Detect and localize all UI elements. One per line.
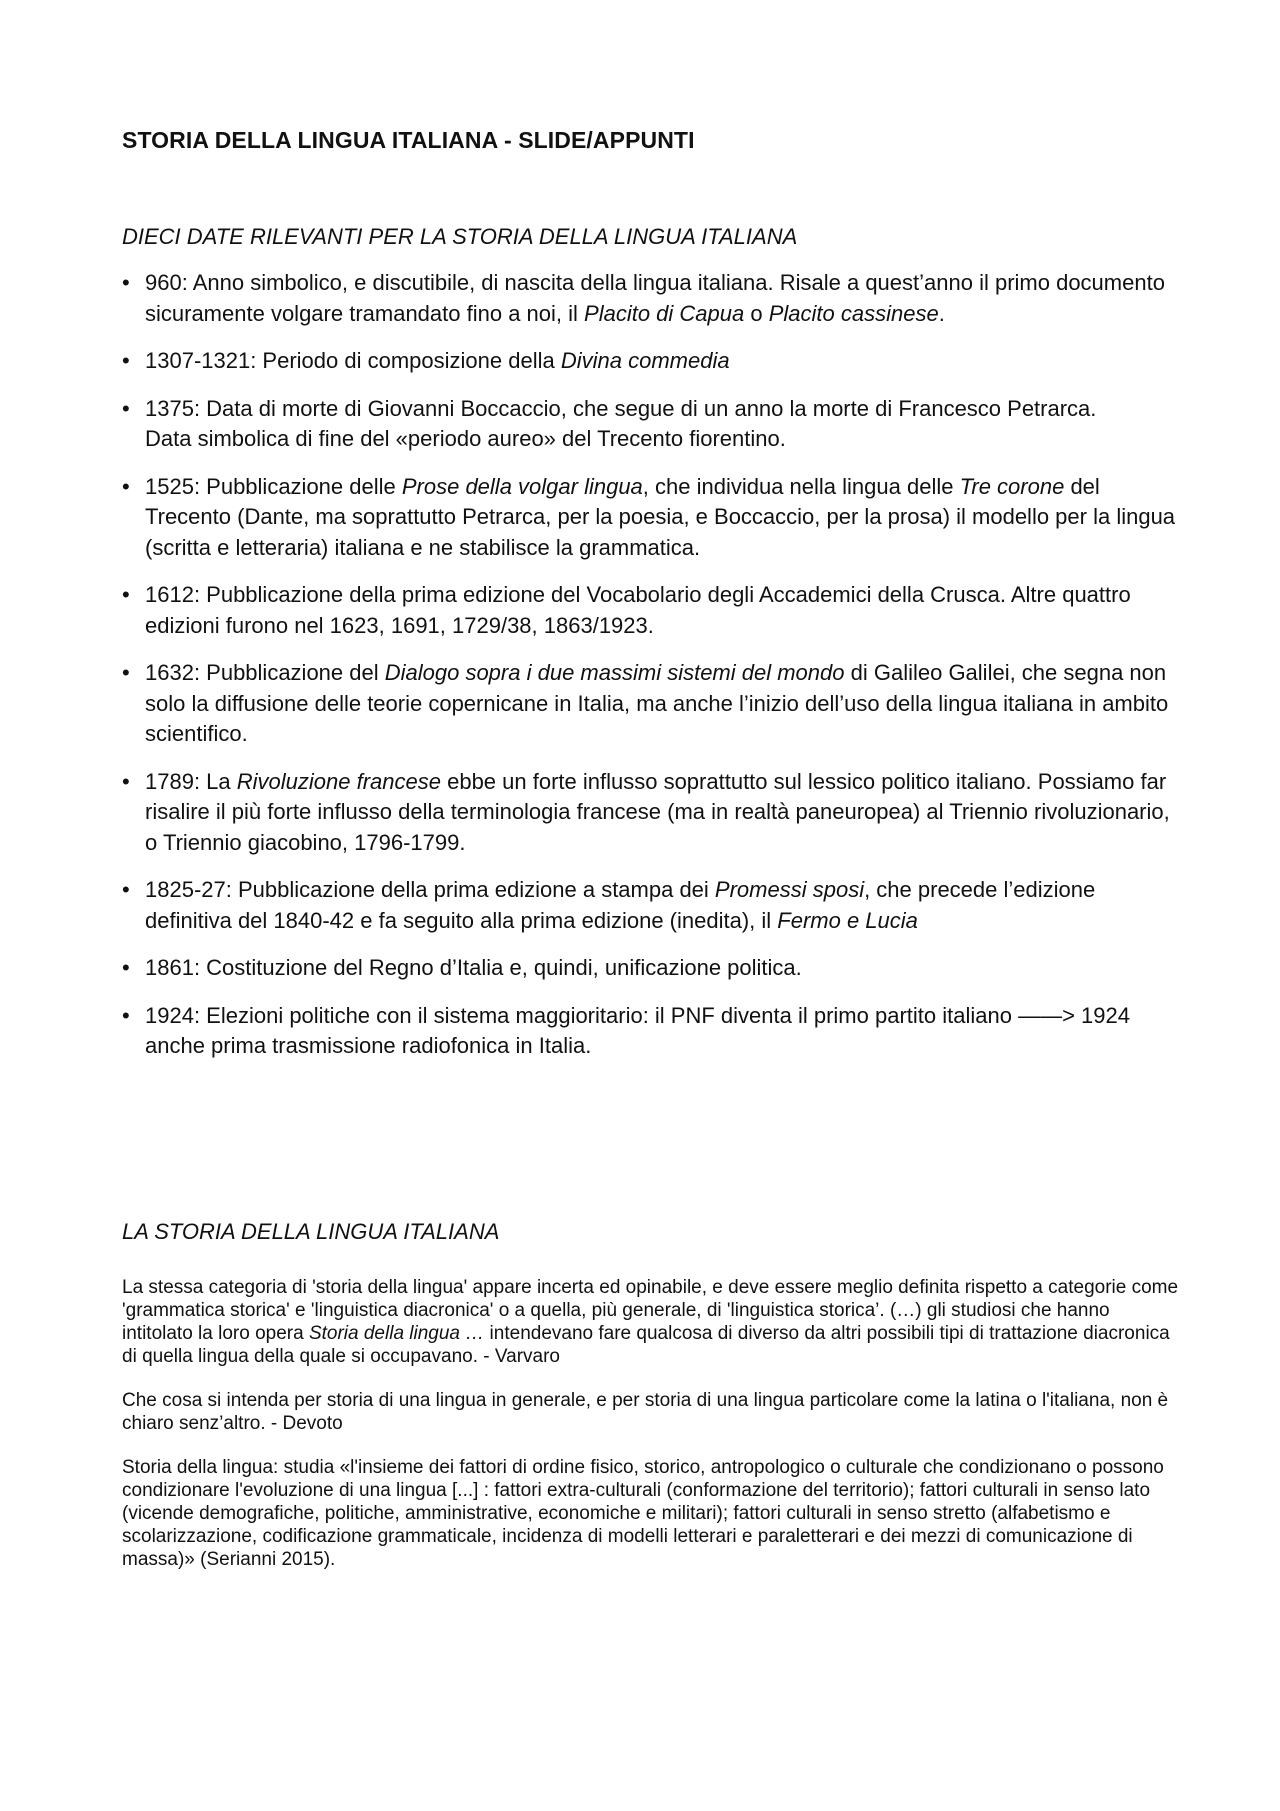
dates-list <box>122 268 1182 1079</box>
quote-paragraph <box>122 1276 1182 1368</box>
text-run: Storia della lingua: studia «l'insieme dei fattori di ordine fisico, storico, antropologico o culturale che condizionano o possono condizionare l'evoluzione di una lingua [...] : fattori extra-culturali (conformazione del territorio); fattori culturali in senso lato (vicende demografiche, politiche, amministrative, economiche e militari); fattori culturali in senso stretto (alfabetismo e scolarizzazione, codificazione grammaticale, incidenza di modelli letterari e paraletterari e dei mezzi di comunicazione di massa)» (Serianni 2015). <box>122 1457 1164 1570</box>
text-run: 1525: Pubblicazione delle <box>145 473 402 499</box>
italic-text: Rivoluzione francese <box>236 768 441 794</box>
italic-text: Promessi sposi <box>714 877 865 902</box>
date-list-item <box>122 394 1182 455</box>
bullet-icon: • <box>122 955 130 980</box>
date-item-text <box>145 767 1182 859</box>
date-item-text <box>145 658 1182 750</box>
italic-text: Storia della lingua … <box>308 1323 485 1344</box>
italic-text: Divina commedia <box>560 348 730 373</box>
date-item-text <box>145 1001 1182 1062</box>
text-run: 1375: Data di morte di Giovanni Boccaccio, che segue di un anno la morte di Francesco Petrarca. <box>145 395 1097 421</box>
date-list-item <box>122 658 1182 750</box>
text-run: La stessa categoria di 'storia della lingua' appare incerta ed opinabile, e deve essere meglio definita rispetto a categorie come 'grammatica storica' e 'linguistica diacronica' o a quella, più generale, di 'linguistica storica’. (…) gli studiosi che hanno intitolato la loro opera <box>122 1277 1179 1344</box>
text-run: 1789: La <box>145 768 237 794</box>
bullet-icon: • <box>122 1002 130 1028</box>
italic-text: Prose della volgar lingua <box>401 473 643 499</box>
date-list-item <box>122 346 1182 377</box>
date-item-text <box>145 394 1182 425</box>
text-run: 960: Anno simbolico, e discutibile, di nascita della lingua italiana. Risale a quest’anno il primo documento sicuramente volgare tramandato fino a noi, il <box>145 270 1165 326</box>
date-list-item <box>122 472 1182 564</box>
quote-paragraph <box>122 1389 1182 1435</box>
date-item-text <box>145 953 1182 984</box>
date-item-text <box>145 472 1182 564</box>
bullet-icon: • <box>122 473 130 499</box>
date-list-item <box>122 1001 1182 1062</box>
date-list-item <box>122 875 1182 936</box>
storia-section-heading: LA STORIA DELLA LINGUA ITALIANA <box>122 1219 500 1244</box>
text-run: , che individua nella lingua delle <box>642 473 960 499</box>
bullet-icon: • <box>122 395 130 421</box>
text-run: ebbe un forte influsso soprattutto sul lessico politico italiano. Possiamo far risalire il più forte influsso della terminologia francese (ma in realtà paneuropea) al Triennio rivoluzionario, o Triennio giacobino, 1796-1799. <box>145 768 1170 855</box>
bullet-icon: • <box>122 768 130 794</box>
bullet-icon: • <box>122 877 130 902</box>
date-item-text <box>145 580 1182 641</box>
italic-text: Dialogo sopra i due massimi sistemi del mondo <box>384 660 845 685</box>
date-list-item <box>122 268 1182 329</box>
bullet-icon: • <box>122 270 130 295</box>
italic-text: Fermo e Lucia <box>777 907 918 933</box>
dates-section-heading: DIECI DATE RILEVANTI PER LA STORIA DELLA LINGUA ITALIANA <box>122 224 798 249</box>
text-run: 1632: Pubblicazione del <box>145 660 385 685</box>
text-run: del Trecento (Dante, ma soprattutto Petrarca, per la poesia, e Boccaccio, per la prosa) il modello per la lingua (scritta e letteraria) italiana e ne stabilisce la grammatica. <box>145 473 1176 560</box>
text-run: Che cosa si intenda per storia di una lingua in generale, e per storia di una lingua particolare come la latina o l'italiana, non è chiaro senz’altro. - Devoto <box>122 1390 1169 1434</box>
date-list-item <box>122 580 1182 641</box>
italic-text: Placito cassinese <box>768 300 939 326</box>
text-run: , che precede l’edizione definitiva del 1840-42 e fa seguito alla prima edizione (inedita), il <box>145 877 1096 933</box>
text-run: 1861: Costituzione del Regno d’Italia e, quindi, unificazione politica. <box>145 955 802 980</box>
text-run: 1825-27: Pubblicazione della prima edizione a stampa dei <box>145 877 715 902</box>
date-item-text <box>145 268 1182 329</box>
bullet-icon: • <box>122 582 130 607</box>
text-run: 1612: Pubblicazione della prima edizione del Vocabolario degli Accademici della Crusca. Altre quattro edizioni furono nel 1623, 1691, 1729/38, 1863/1923. <box>145 582 1131 638</box>
bullet-icon: • <box>122 660 130 685</box>
text-run: intendevano fare qualcosa di diverso da altri possibili tipi di trattazione diacronica di quella lingua della quale si occupavano. - Varvaro <box>122 1323 1170 1367</box>
text-run: di Galileo Galilei, che segna non solo la diffusione delle teorie copernicane in Italia, ma anche l’inizio dell’uso della lingua italiana in ambito scientifico. <box>145 660 1169 746</box>
bullet-icon: • <box>122 348 130 373</box>
italic-text: Tre corone <box>959 473 1065 499</box>
text-run: 1924: Elezioni politiche con il sistema maggioritario: il PNF diventa il primo partito italiano ——> 1924 anche prima trasmissione radiofonica in Italia. <box>145 1002 1130 1058</box>
date-item-text <box>145 875 1182 936</box>
document-title: STORIA DELLA LINGUA ITALIANA - SLIDE/APPUNTI <box>122 127 695 153</box>
date-list-item <box>122 953 1182 984</box>
storia-quotes <box>122 1276 1182 1592</box>
text-run: o <box>744 300 769 326</box>
quote-paragraph <box>122 1456 1182 1571</box>
text-run: . <box>938 300 945 326</box>
date-item-text <box>145 346 1182 377</box>
text-run: 1307-1321: Periodo di composizione della <box>145 348 561 373</box>
italic-text: Placito di Capua <box>584 300 745 326</box>
date-list-item <box>122 767 1182 859</box>
date-item-extra-line: Data simbolica di fine del «periodo aureo» del Trecento fiorentino. <box>145 426 786 451</box>
